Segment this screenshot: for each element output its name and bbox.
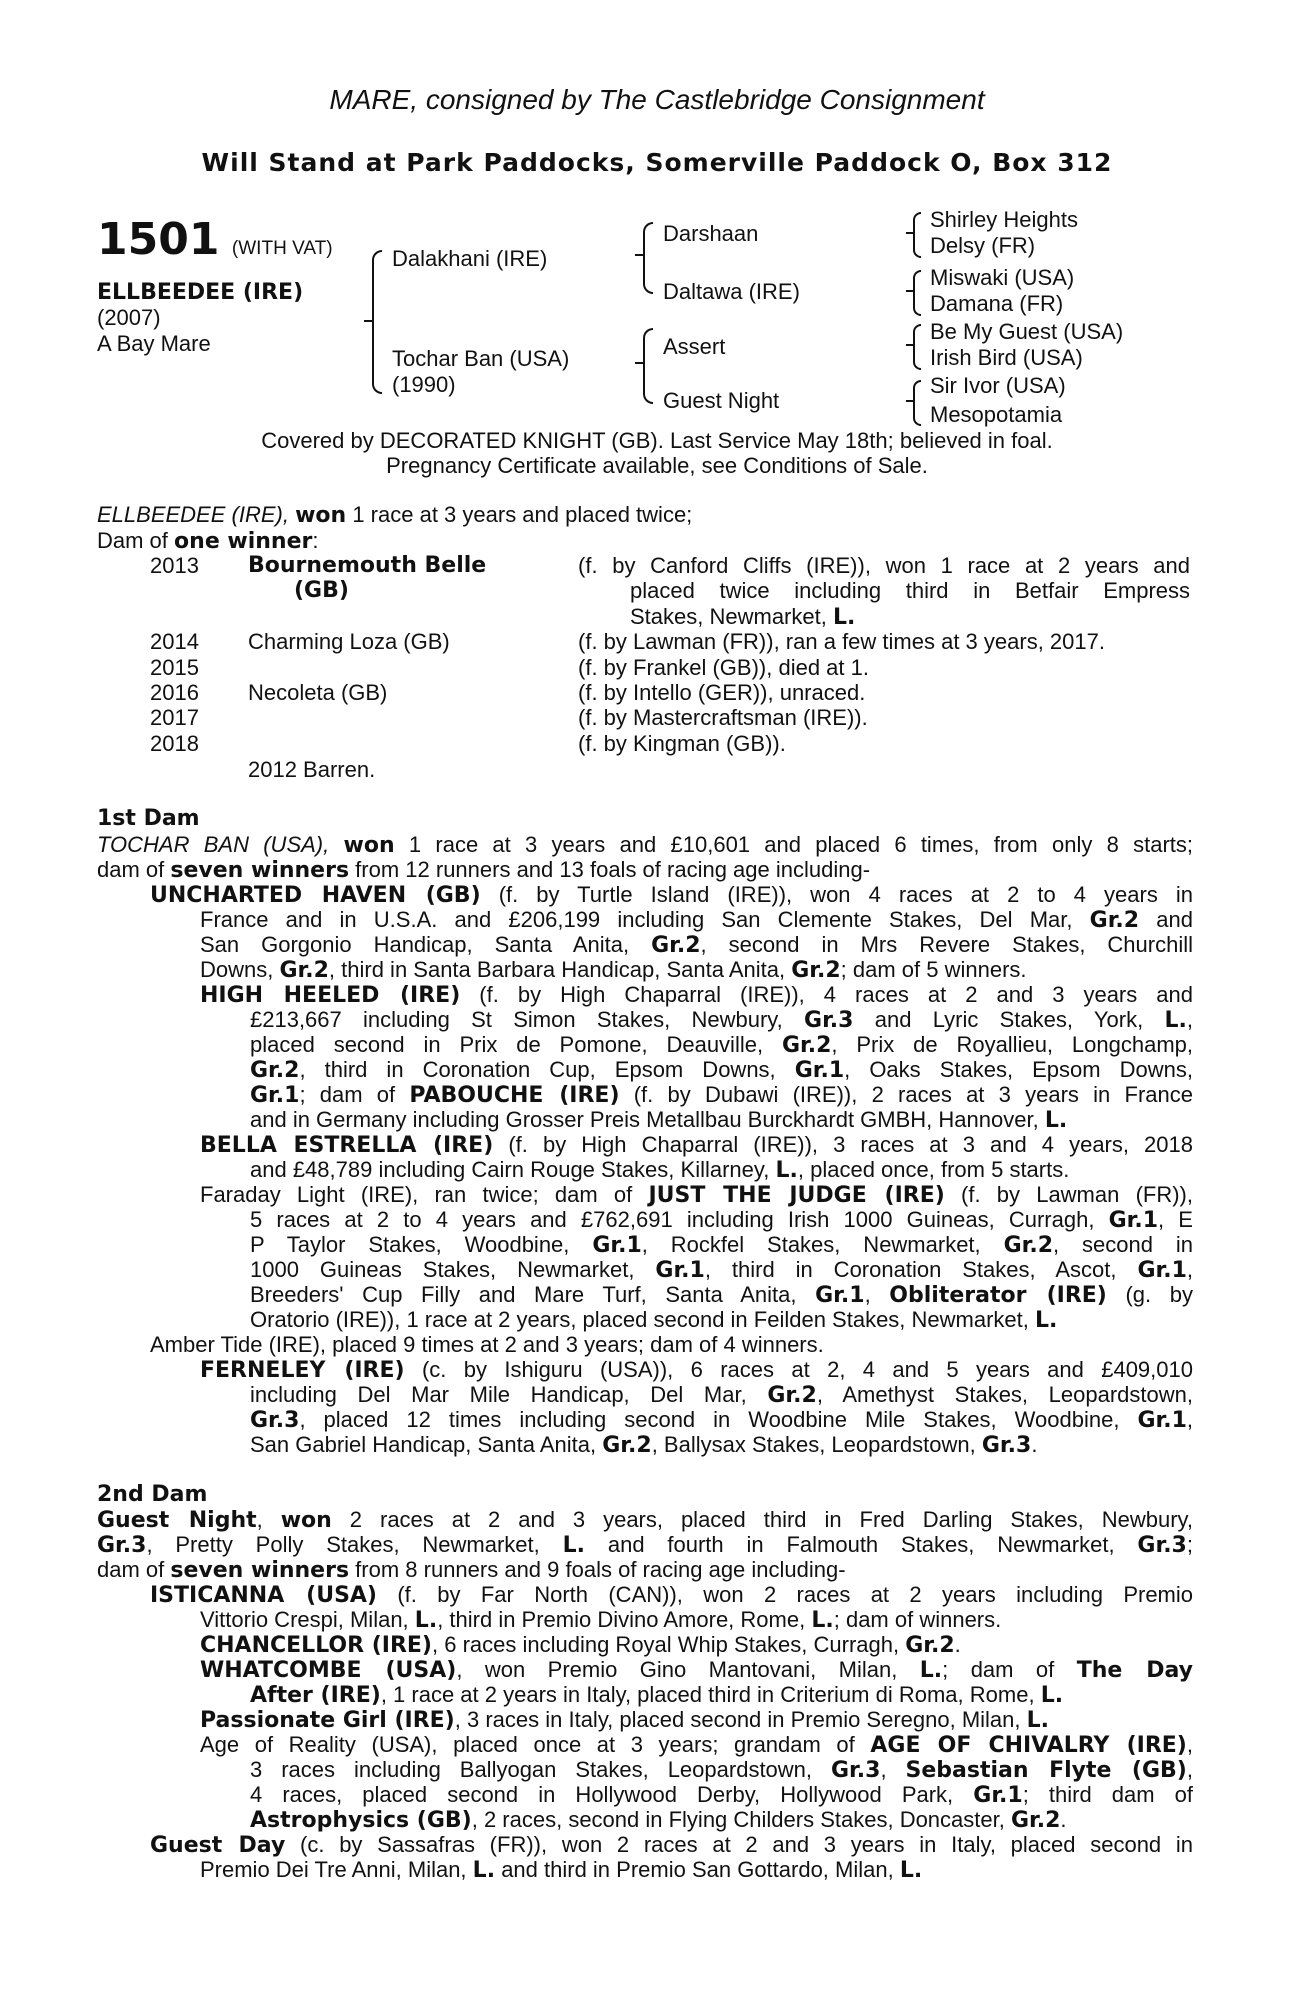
produce-entry [200,1657,1193,1683]
produce-detail-l2: placed twice including third in Betfair Empress [630,578,1190,603]
horse-name: FERNELEY (IRE) [200,1358,405,1383]
entry-text: and in Germany including Grosser Preis Metallbau Burckhardt GMBH, Hannover, [250,1107,1039,1132]
dam-sire-dam: Irish Bird (USA) [930,345,1083,370]
produce-detail-l3 [630,604,855,630]
entry-line [250,1807,1067,1833]
entry-text: 1000 Guineas Stakes, Newmarket, [250,1257,635,1282]
entry-text: , [1186,1407,1193,1432]
winners-count: one winner [174,529,313,554]
horse-name: AGE OF CHIVALRY (IRE) [870,1733,1187,1758]
entry-text: Breeders' Cup Filly and Mare Turf, Santa Anita, [250,1282,797,1307]
listed-label: L. [472,1858,496,1883]
horse-name: After (IRE) [250,1683,381,1708]
entry-text: (f. by High Chaparral (IRE)), 3 races at 3 and 4 years, 2018 [508,1132,1194,1157]
produce-detail: (f. by Kingman (GB)). [578,731,786,756]
consignment-title: MARE, consigned by The Castlebridge Consignment [329,84,985,115]
grade-label: Gr.2 [651,933,701,958]
horse-name: PABOUCHE (IRE) [409,1083,620,1108]
produce-entry [200,982,1193,1008]
entry-line [250,1757,1193,1783]
second-dam-heading: 2nd Dam [97,1482,208,1507]
entry-text: , 2 races, second in Flying Childers Stakes, Doncaster, [471,1807,1005,1832]
entry-line [250,1257,1193,1283]
entry-text: , Prix de Royallieu, Longchamp, [831,1032,1193,1057]
entry-line [250,1157,1069,1183]
entry-text: ; dam of winners. [833,1607,1002,1632]
grade-label: Gr.3 [97,1533,147,1558]
grade-label: Gr.1 [250,1083,300,1108]
grade-label: Gr.2 [767,1383,817,1408]
grade-label: Gr.3 [981,1433,1032,1458]
entry-text: , 1 race at 2 years in Italy, placed third in Criterium di Roma, Rome, [380,1682,1035,1707]
entry-text: , second in [1053,1232,1193,1257]
entry-text: ; third dam of [1022,1782,1194,1807]
horse-name: ISTICANNA (USA) [150,1583,377,1608]
lot-number: 1501 [97,214,220,265]
horse-year: (2007) [97,305,161,330]
produce-entry [200,1182,1193,1208]
entry-text: France and in U.S.A. and £206,199 including San Clemente Stakes, Del Mar, [200,907,1073,932]
horse-name: Guest Day [150,1833,286,1858]
horse-name: Obliterator (IRE) [889,1283,1107,1308]
entry-text: , [1186,1007,1193,1032]
listed-label: L. [1035,1308,1058,1333]
entry-text: placed second in Prix de Pomone, Deauville, [250,1032,764,1057]
produce-detail: (f. by Canford Cliffs (IRE)), won 1 race at 2 years and [578,553,1190,578]
first-dam-line2 [97,857,870,883]
horse-name: CHANCELLOR (IRE) [200,1633,432,1658]
grade-label: Gr.2 [781,1033,832,1058]
runners-text: from 12 runners and 13 foals of racing age including- [355,857,871,882]
first-dam-line1: TOCHAR BAN (USA), won 1 race at 3 years and £10,601 and placed 6 times, from only 8 starts; [97,832,1193,858]
sire: Dalakhani (IRE) [392,246,548,271]
entry-text: , [1186,1732,1193,1757]
grade-label: Gr.2 [905,1633,955,1658]
produce-entry [200,1707,1049,1733]
dam-of-label: Dam of [97,528,168,553]
listed-label: L. [811,1608,834,1633]
entry-text: , Rockfel Stakes, Newmarket, [641,1232,981,1257]
produce-entry [200,1357,1193,1383]
produce-detail: (f. by Intello (GER)), unraced. [578,680,866,705]
entry-text: , placed 12 times including second in Woodbine Mile Stakes, Woodbine, [299,1407,1120,1432]
horse-description: A Bay Mare [97,331,211,356]
entry-text: 5 races at 2 to 4 years and £762,691 including Irish 1000 Guineas, Curragh, [250,1207,1095,1232]
entry-text: , placed once, from 5 starts. [797,1157,1070,1182]
horse-name: Sebastian Flyte (GB) [905,1758,1187,1783]
entry-text: ; dam of [942,1657,1055,1682]
produce-name-l2: (GB) [294,578,349,603]
entry-line [250,1782,1193,1808]
entry-line [250,1207,1193,1233]
won-label: won [343,833,395,858]
grade-label: Gr.2 [279,958,329,983]
horse-name: UNCHARTED HAVEN (GB) [150,883,481,908]
entry-text: (c. by Sassafras (FR)), won 2 races at 2 and 3 years in Italy, placed second in [300,1832,1194,1857]
sire-sire-sire: Shirley Heights [930,207,1078,232]
entry-text: (f. by Lawman (FR)), [961,1182,1193,1207]
produce-entry [200,1732,1193,1758]
entry-text: San Gabriel Handicap, Santa Anita, [250,1432,597,1457]
produce-year: 2014 [150,629,199,654]
grade-label: Gr.2 [1010,1808,1061,1833]
entry-text: , 3 races in Italy, placed second in Premio Seregno, Milan, [454,1707,1021,1732]
entry-text: (c. by Ishiguru (USA)), 6 races at 2, 4 and 5 years and £409,010 [421,1357,1193,1382]
grade-label: Gr.2 [1003,1233,1054,1258]
dam-dam-dam: Mesopotamia [930,402,1063,427]
sire-dam: Daltawa (IRE) [663,279,800,304]
produce-entry [200,1632,961,1658]
produce-detail: (f. by Mastercraftsman (IRE)). [578,705,868,730]
grade-label: Gr.1 [1137,1258,1187,1283]
entry-text: Premio Dei Tre Anni, Milan, [200,1857,467,1882]
dam-of-label: dam of [97,1557,165,1582]
grade-label: Gr.1 [794,1058,845,1083]
second-dam-line1: Guest Night, won 2 races at 2 and 3 years, placed third in Fred Darling Stakes, Newbury, [97,1507,1194,1533]
sire-dam-dam: Damana (FR) [930,291,1064,316]
entry-text: (f. by Dubawi (IRE)), 2 races at 3 years in France [633,1082,1193,1107]
entry-line [200,907,1193,933]
first-dam-text: 1 race at 3 years and £10,601 and placed 6 times, from only 8 starts; [408,832,1193,857]
pregnancy-line: Pregnancy Certificate available, see Conditions of Sale. [386,453,928,478]
entry-text: Oratorio (IRE)), 1 race at 2 years, placed second in Feilden Stakes, Newmarket, [250,1307,1029,1332]
entry-text: , [864,1282,871,1307]
horse-name: WHATCOMBE (USA) [200,1658,457,1683]
grade-label: Gr.3 [1137,1533,1187,1558]
entry-line [250,1107,1067,1133]
horse-name: Passionate Girl (IRE) [200,1708,455,1733]
entry-text: Age of Reality (USA), placed once at 3 years; grandam of [200,1732,855,1757]
entry-text: , third in Premio Divino Amore, Rome, [437,1607,806,1632]
produce-year: 2015 [150,655,199,680]
grade-label: Gr.2 [1089,908,1140,933]
entry-text: P Taylor Stakes, Woodbine, [250,1232,570,1257]
listed-label: L. [919,1658,943,1683]
produce-year: 2017 [150,705,199,730]
entry-text: , won Premio Gino Mantovani, Milan, [456,1657,898,1682]
dam-sire: Assert [663,334,726,359]
grade-label: Gr.2 [602,1433,652,1458]
entry-text: (f. by Turtle Island (IRE)), won 4 races at 2 to 4 years in [498,882,1193,907]
dam-dam-sire: Sir Ivor (USA) [930,373,1066,398]
entry-text: , third in Santa Barbara Handicap, Santa Anita, [328,957,786,982]
entry-text: and £48,789 including Cairn Rouge Stakes, Killarney, [250,1157,770,1182]
entry-text: , Oaks Stakes, Epsom Downs, [844,1057,1193,1082]
sire-sire: Darshaan [663,221,759,246]
entry-line [200,957,1027,983]
produce-entry [150,882,1193,908]
grade-label: Gr.2 [791,958,841,983]
dam-of-label: dam of [97,857,165,882]
winners-count: seven winners [170,858,350,883]
grade-label: Gr.1 [973,1783,1023,1808]
winners-count: seven winners [170,1558,350,1583]
dam-dam: Guest Night [663,388,780,413]
entry-text: San Gorgonio Handicap, Santa Anita, [200,932,630,957]
produce-detail: (f. by Lawman (FR)), ran a few times at 3 years, 2017. [578,629,1105,654]
entry-text: . [954,1632,961,1657]
grade-label: Gr.1 [815,1283,865,1308]
grade-label: Gr.3 [831,1758,881,1783]
entry-text: and third in Premio San Gottardo, Milan, [501,1857,894,1882]
entry-line [250,1307,1057,1333]
listed-label: L. [1040,1683,1064,1708]
produce-detail: (f. by Frankel (GB)), died at 1. [578,655,869,680]
produce-name: Charming Loza (GB) [248,629,450,654]
produce-year: 2016 [150,680,199,705]
entry-text: , Pretty Polly Stakes, Newmarket, [146,1532,540,1557]
entry-text: , second in Mrs Revere Stakes, Churchill [700,932,1193,957]
entry-text: , [1186,1757,1193,1782]
listed-label: L. [775,1158,798,1183]
produce-entry [200,1132,1193,1158]
entry-text: 4 races, placed second in Hollywood Derby, Hollywood Park, [250,1782,954,1807]
entry-text: Downs, [200,957,274,982]
entry-text: . [1031,1432,1038,1457]
listed-label: L. [1044,1108,1068,1133]
first-dam-name: TOCHAR BAN (USA) [97,832,324,857]
mare-name: ELLBEEDEE (IRE) [97,502,283,527]
entry-text: and Lyric Stakes, York, [874,1007,1144,1032]
sire-dam-sire: Miswaki (USA) [930,265,1075,290]
entry-text: (f. by High Chaparral (IRE)), 4 races at 2 and 3 years and [479,982,1193,1007]
second-dam-line3 [97,1557,846,1583]
produce-entry: Amber Tide (IRE), placed 9 times at 2 and 3 years; dam of 4 winners. [150,1332,824,1357]
won-label: won [280,1508,332,1533]
entry-text: , 6 races including Royal Whip Stakes, Curragh, [432,1632,900,1657]
won-label: won [295,503,347,528]
entry-text: 2 races at 2 and 3 years, placed third in Fred Darling Stakes, Newbury, [349,1507,1194,1532]
entry-text: , Ballysax Stakes, Leopardstown, [651,1432,976,1457]
produce-name: Bournemouth Belle [248,553,487,578]
entry-text: , [1186,1257,1193,1282]
entry-text: . [1060,1807,1067,1832]
entry-line [250,1407,1193,1433]
listed-label: L. [1164,1008,1187,1033]
dam: Tochar Ban (USA) [392,346,570,371]
entry-line [200,932,1193,958]
entry-line [250,1432,1037,1458]
horse-name: JUST THE JUDGE (IRE) [648,1183,945,1208]
second-dam-line2 [97,1532,1193,1558]
horse-name: BELLA ESTRELLA (IRE) [200,1133,494,1158]
entry-text: including Del Mar Mile Handicap, Del Mar, [250,1382,747,1407]
second-dam-name: Guest Night [97,1508,257,1533]
barren-note: 2012 Barren. [248,757,376,782]
entry-text: and [1156,907,1193,932]
entry-text: (g. by [1125,1282,1193,1307]
grade-label: Gr.1 [592,1233,642,1258]
entry-text: and fourth in Falmouth Stakes, Newmarket, [607,1532,1115,1557]
listed-label: L. [414,1608,438,1633]
entry-text: 3 races including Ballyogan Stakes, Leopardstown, [250,1757,813,1782]
sire-sire-dam: Delsy (FR) [930,233,1036,258]
grade-label: Gr.1 [655,1258,705,1283]
entry-text: , E [1158,1207,1193,1232]
colon: : [312,528,319,553]
produce-name: Necoleta (GB) [248,680,388,705]
entry-text: Faraday Light (IRE), ran twice; dam of [200,1182,633,1207]
entry-line [250,1057,1193,1083]
entry-line [200,1857,922,1883]
horse-name: The Day [1076,1658,1194,1683]
entry-line [250,1007,1193,1033]
dam-of-line [97,528,319,554]
grade-label: Gr.2 [250,1058,300,1083]
entry-line [250,1232,1193,1258]
entry-text: Vittorio Crespi, Milan, [200,1607,409,1632]
lot-number-line [97,214,333,265]
dam-year: (1990) [392,372,456,397]
entry-text: £213,667 including St Simon Stakes, Newbury, [250,1007,783,1032]
entry-line [200,1607,1001,1633]
listed-label: L. [1026,1708,1050,1733]
entry-text: ; dam of [299,1082,396,1107]
mare-record: ELLBEEDEE (IRE), won 1 race at 3 years and placed twice; [97,502,693,528]
stand-location: Will Stand at Park Paddocks, Somerville Paddock O, Box 312 [201,148,1113,177]
entry-text: ; dam of 5 winners. [840,957,1027,982]
listed-label: L. [899,1858,923,1883]
produce-year: 2018 [150,731,199,756]
produce-year: 2013 [150,553,199,578]
entry-line [250,1382,1193,1408]
listed-label: L. [832,605,856,630]
entry-text: , third in Coronation Cup, Epsom Downs, [299,1057,776,1082]
grade-label: Gr.3 [804,1008,854,1033]
vat-label: (WITH VAT) [231,238,333,259]
mare-record-text: 1 race at 3 years and placed twice; [352,502,693,527]
entry-text: (f. by Far North (CAN)), won 2 races at 2 years including Premio [397,1582,1194,1607]
grade-label: Gr.1 [1137,1408,1187,1433]
dam-sire-sire: Be My Guest (USA) [930,319,1124,344]
produce-entry [150,1832,1193,1858]
grade-label: Gr.3 [250,1408,300,1433]
horse-name: Astrophysics (GB) [250,1808,472,1833]
entry-text: , [880,1757,887,1782]
entry-text: , Amethyst Stakes, Leopardstown, [816,1382,1193,1407]
covered-line: Covered by DECORATED KNIGHT (GB). Last Service May 18th; believed in foal. [261,428,1053,453]
horse-name: ELLBEEDEE (IRE) [97,280,304,305]
entry-line [250,1032,1193,1058]
entry-line [250,1282,1193,1308]
grade-label: Gr.1 [1108,1208,1159,1233]
entry-line [250,1682,1063,1708]
entry-line [250,1082,1193,1108]
entry-text: , third in Coronation Stakes, Ascot, [704,1257,1117,1282]
produce-detail-text: Stakes, Newmarket, [630,604,827,629]
listed-label: L. [562,1533,586,1558]
entry-text: ; [1186,1532,1193,1557]
produce-entry [150,1582,1193,1608]
horse-name: HIGH HEELED (IRE) [200,983,461,1008]
first-dam-heading: 1st Dam [97,806,200,831]
runners-text: from 8 runners and 9 foals of racing age including- [355,1557,846,1582]
